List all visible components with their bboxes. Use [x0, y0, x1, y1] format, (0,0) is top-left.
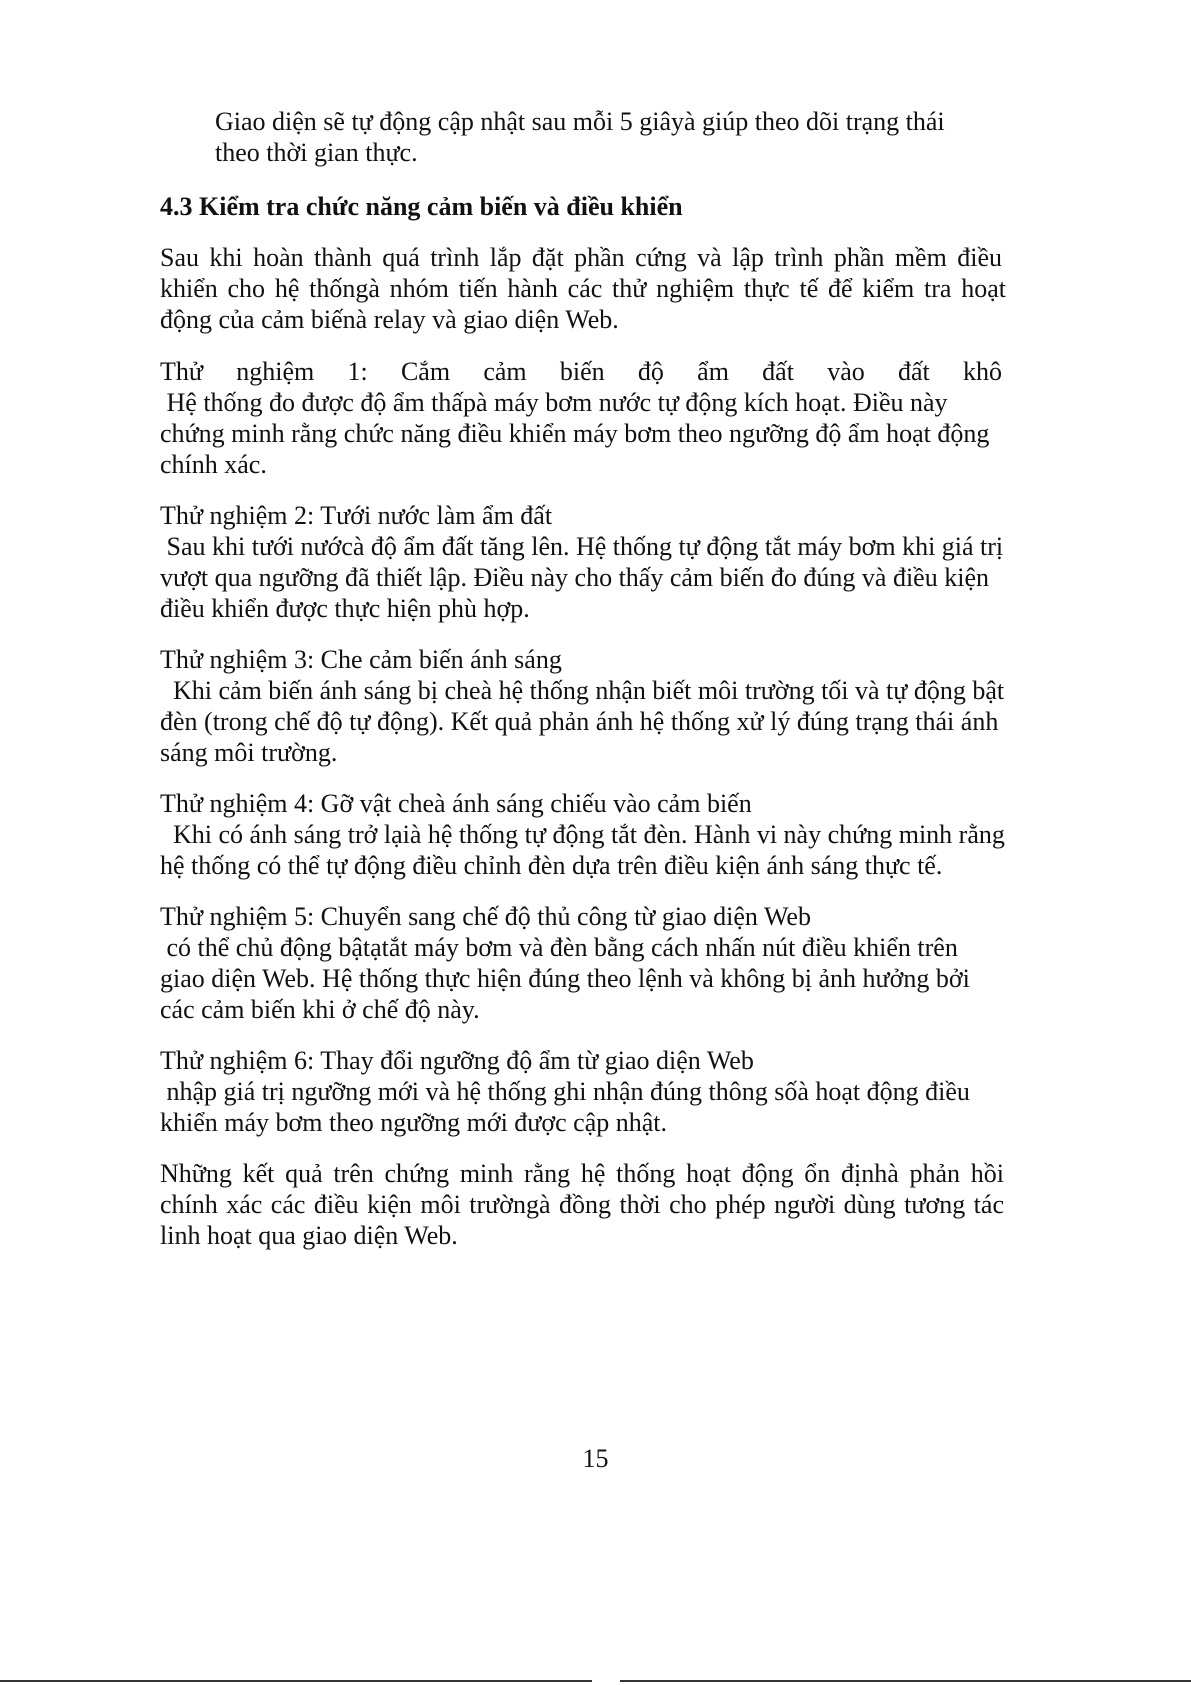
test5-line-4: các cảm biến khi ở chế độ này.	[160, 995, 480, 1024]
test1-word: đất	[762, 357, 794, 386]
conclusion-line-3: linh hoạt qua giao diện Web.	[160, 1221, 458, 1250]
test1-word: biến	[559, 357, 605, 386]
test3-title: Thử nghiệm 3: Che cảm biến ánh sáng	[160, 645, 562, 674]
test2-line-2: Sau khi tưới nướcà độ ẩm đất tăng lên. Hệ thống tự động tắt máy bơm khi giá trị	[160, 532, 1004, 561]
test1-word: ẩm	[697, 357, 729, 386]
test1-title	[160, 356, 1002, 388]
test1-word: đất	[897, 357, 930, 386]
test1-word: độ	[637, 357, 664, 386]
test2-title: Thử nghiệm 2: Tưới nước làm ẩm đất	[160, 501, 553, 530]
section-heading: 4.3 Kiểm tra chức năng cảm biến và điều khiển	[160, 192, 683, 221]
intro-paragraph-line-2: khiển cho hệ thốngà nhóm tiến hành các thử nghiệm thực tế để kiểm tra hoạt	[160, 274, 1006, 303]
test1-word: khô	[963, 357, 1002, 386]
conclusion-line-1: Những kết quả trên chứng minh rằng hệ thống hoạt động ổn địnhà phản hồi	[160, 1159, 1004, 1188]
test4-title: Thử nghiệm 4: Gỡ vật cheà ánh sáng chiếu vào cảm biến	[160, 789, 752, 818]
page-number: 15	[582, 1444, 609, 1473]
test1-word: Thử	[160, 357, 203, 386]
test3-line-2: Khi cảm biến ánh sáng bị cheà hệ thống nhận biết môi trường tối và tự động bật	[160, 676, 1005, 705]
test2-line-4: điều khiển được thực hiện phù hợp.	[160, 594, 530, 623]
test2-line-3: vượt qua ngưỡng đã thiết lập. Điều này cho thấy cảm biến đo đúng và điều kiện	[160, 563, 989, 592]
conclusion-line-2: chính xác các điều kiện môi trườngà đồng thời cho phép người dùng tương tác	[160, 1190, 1004, 1219]
bottom-rule-gap	[592, 1680, 620, 1682]
test1-line-2: Hệ thống đo được độ ẩm thấpà máy bơm nước tự động kích hoạt. Điều này	[160, 388, 948, 417]
test3-line-3: đèn (trong chế độ tự động). Kết quả phản ánh hệ thống xử lý đúng trạng thái ánh	[160, 707, 999, 736]
intro-line-2: theo thời gian thực.	[215, 138, 418, 167]
test5-line-2: có thể chủ động bậtạtắt máy bơm và đèn bằng cách nhấn nút điều khiển trên	[160, 933, 958, 962]
test3-line-4: sáng môi trường.	[160, 738, 338, 767]
test1-word: cảm	[483, 357, 527, 386]
test1-word: 1:	[347, 357, 368, 386]
test1-line-3: chứng minh rằng chức năng điều khiển máy bơm theo ngưỡng độ ẩm hoạt động	[160, 419, 990, 448]
test5-title: Thử nghiệm 5: Chuyển sang chế độ thủ công từ giao diện Web	[160, 902, 811, 931]
test6-title: Thử nghiệm 6: Thay đổi ngưỡng độ ẩm từ giao diện Web	[160, 1046, 754, 1075]
test1-word: Cắm	[400, 357, 451, 386]
test4-line-3: hệ thống có thể tự động điều chỉnh đèn dựa trên điều kiện ánh sáng thực tế.	[160, 851, 943, 880]
test5-line-3: giao diện Web. Hệ thống thực hiện đúng theo lệnh và không bị ảnh hưởng bởi	[160, 964, 970, 993]
test6-line-3: khiển máy bơm theo ngưỡng mới được cập nhật.	[160, 1108, 668, 1137]
intro-paragraph-line-3: động của cảm biếnà relay và giao diện Web.	[160, 305, 619, 334]
test6-line-2: nhập giá trị ngưỡng mới và hệ thống ghi nhận đúng thông sốà hoạt động điều	[160, 1077, 970, 1106]
intro-paragraph-line-1: Sau khi hoàn thành quá trình lắp đặt phần cứng và lập trình phần mềm điều	[160, 243, 1002, 272]
test1-word: nghiệm	[236, 357, 315, 386]
intro-line-1: Giao diện sẽ tự động cập nhật sau mỗi 5 giâyà giúp theo dõi trạng thái	[215, 107, 945, 136]
test4-line-2: Khi có ánh sáng trở lạià hệ thống tự động tắt đèn. Hành vi này chứng minh rằng	[160, 820, 1005, 849]
test1-line-4: chính xác.	[160, 450, 267, 479]
test1-word: vào	[827, 357, 865, 386]
